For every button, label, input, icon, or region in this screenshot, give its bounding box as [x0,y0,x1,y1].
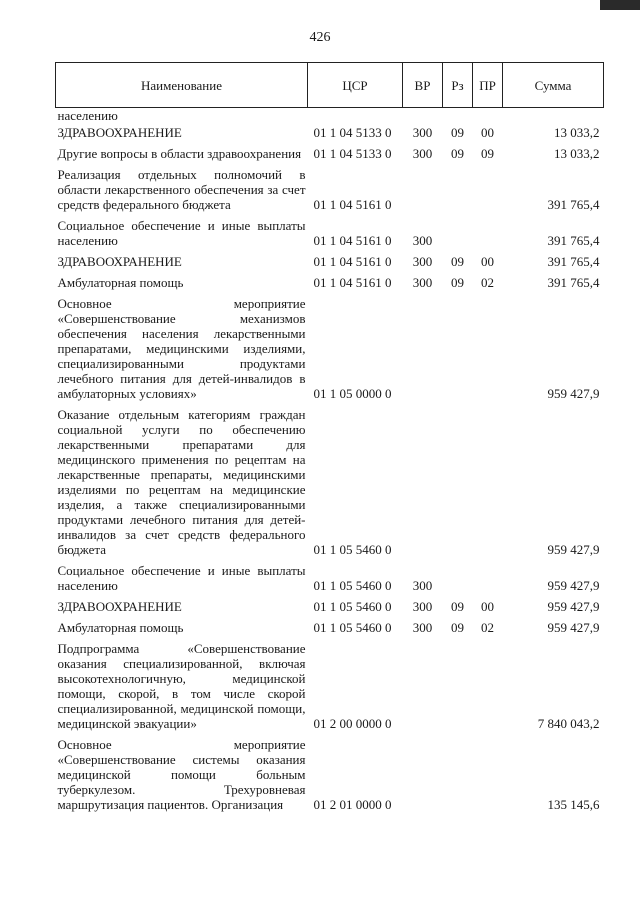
row-sum: 959 427,9 [547,386,600,401]
row-name: ЗДРАВООХРАНЕНИЕ [57,125,182,140]
row-sum: 135 145,6 [547,797,600,812]
row-rz [443,735,473,812]
row-csr: 01 1 05 5460 0 [313,542,392,557]
header-name: Наименование [56,63,308,108]
row-csr: 01 1 04 5133 0 [313,125,392,140]
row-vr [403,294,443,405]
row-csr: 01 2 01 0000 0 [313,797,392,812]
row-name: Реализация отдельных полномочий в области лекарственного обеспечения за счет средств федерального бюджета [57,167,306,212]
header-sum: Сумма [503,63,604,108]
row-pr: 09 [481,146,494,161]
row-pr: 00 [481,599,494,614]
table-header [56,63,604,108]
row-sum: 7 840 043,2 [537,716,600,731]
row-rz [443,108,473,124]
row-csr: 01 2 00 0000 0 [313,716,392,731]
row-vr [403,639,443,735]
row-csr: 01 1 05 5460 0 [313,620,392,635]
row-rz [443,405,473,561]
row-sum: 959 427,9 [547,542,600,557]
row-rz: 09 [451,125,464,140]
row-vr: 300 [412,146,433,161]
row-sum: 959 427,9 [547,620,600,635]
page-number: 426 [309,30,331,45]
row-vr: 300 [412,233,433,248]
row-vr [403,735,443,812]
row-vr: 300 [412,275,433,290]
row-vr: 300 [412,599,433,614]
table-row [56,294,604,405]
row-rz: 09 [451,620,464,635]
row-rz: 09 [451,599,464,614]
table-row [56,165,604,216]
row-sum: 391 765,4 [547,233,600,248]
row-vr: 300 [412,125,433,140]
row-csr: 01 1 05 5460 0 [313,599,392,614]
row-sum: 13 033,2 [554,125,600,140]
row-pr [473,294,503,405]
header-vr: ВР [403,63,443,108]
row-sum: 391 765,4 [547,254,600,269]
row-name: ЗДРАВООХРАНЕНИЕ [57,254,182,269]
row-csr [308,108,403,124]
row-pr: 02 [481,275,494,290]
row-vr: 300 [412,620,433,635]
row-pr [473,735,503,812]
header-rz: Рз [443,63,473,108]
table-row [56,597,604,618]
row-name: Оказание отдельным категориям граждан социальной услуги по обеспечению лекарственными препаратами для медицинского применения по рецептам на лекарственные препараты, медицинскими изделиями по рецептам на медицинские изделия, а также специализированными продуктами лечебного питания для детей-инвалидов за счет средств федерального бюджета [57,407,306,557]
row-rz [443,216,473,252]
row-rz [443,165,473,216]
table-row [56,252,604,273]
row-csr: 01 1 05 0000 0 [313,386,392,401]
row-name: Подпрограмма «Совершенствование оказания специализированной, включая высокотехнологичную, медицинской помощи, скорой, в том числе скорой специализированной, медицинской помощи, медицинской эвакуации» [57,641,306,731]
row-csr: 01 1 04 5133 0 [313,146,392,161]
header-pr: ПР [473,63,503,108]
table-row [56,735,604,812]
row-sum [503,108,604,124]
row-name: населению [57,108,118,123]
row-pr [473,216,503,252]
row-rz [443,294,473,405]
row-name: Другие вопросы в области здравоохранения [57,146,302,161]
row-csr: 01 1 04 5161 0 [313,197,392,212]
row-vr: 300 [412,578,433,593]
row-vr: 300 [412,254,433,269]
table-row [56,405,604,561]
row-vr [403,108,443,124]
row-rz: 09 [451,146,464,161]
row-rz: 09 [451,254,464,269]
row-csr: 01 1 05 5460 0 [313,578,392,593]
row-name: Основное мероприятие «Совершенствование системы оказания медицинской помощи больным туберкулезом. Трехуровневая маршрутизация пациентов. Организация [57,737,306,812]
row-name: Основное мероприятие «Совершенствование механизмов обеспечения населения лекарственными препаратами, медицинскими изделиями, специализированными продуктами лечебного питания для детей-инвалидов в амбулаторных условиях» [57,296,306,401]
row-pr [473,639,503,735]
row-sum: 391 765,4 [547,197,600,212]
row-pr [473,561,503,597]
row-pr: 00 [481,254,494,269]
row-csr: 01 1 04 5161 0 [313,275,392,290]
row-name: Амбулаторная помощь [57,620,184,635]
row-sum: 959 427,9 [547,599,600,614]
table-row [56,561,604,597]
row-rz: 09 [451,275,464,290]
row-rz [443,561,473,597]
table-row [56,123,604,144]
row-vr [403,405,443,561]
table-row [56,108,604,124]
table-body [56,108,604,813]
scan-edge-mark [600,0,640,10]
table-row [56,273,604,294]
row-sum: 391 765,4 [547,275,600,290]
row-pr [473,165,503,216]
row-pr: 02 [481,620,494,635]
row-name: ЗДРАВООХРАНЕНИЕ [57,599,182,614]
row-vr [403,165,443,216]
header-csr: ЦСР [308,63,403,108]
row-csr: 01 1 04 5161 0 [313,254,392,269]
table-row [56,144,604,165]
row-name: Амбулаторная помощь [57,275,184,290]
row-pr [473,108,503,124]
table-row [56,216,604,252]
row-pr: 00 [481,125,494,140]
row-csr: 01 1 04 5161 0 [313,233,392,248]
row-name: Социальное обеспечение и иные выплаты населению [57,563,306,593]
row-sum: 959 427,9 [547,578,600,593]
table-row [56,639,604,735]
row-rz [443,639,473,735]
table-row [56,618,604,639]
budget-table [55,62,604,812]
row-sum: 13 033,2 [554,146,600,161]
row-name: Социальное обеспечение и иные выплаты населению [57,218,306,248]
row-pr [473,405,503,561]
